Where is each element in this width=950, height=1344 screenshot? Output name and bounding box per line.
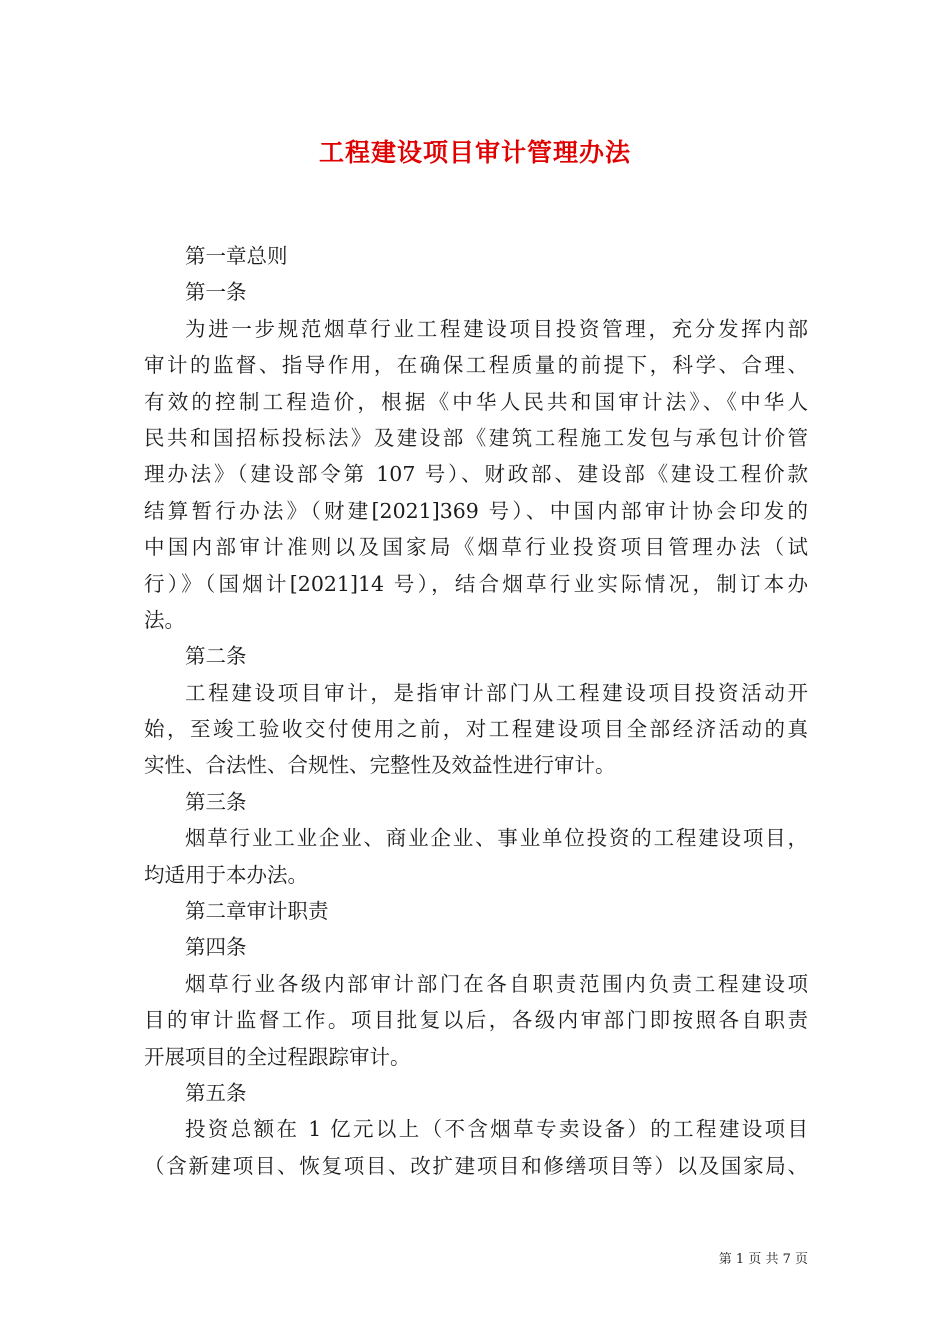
text-line: 有效的控制工程造价，根据《中华人民共和国审计法》、《中华人 [144,389,808,414]
document-title: 工程建设项目审计管理办法 [318,138,631,167]
text-line: 始，至竣工验收交付使用之前，对工程建设项目全部经济活动的真 [144,717,808,742]
text-line: 为进一步规范烟草行业工程建设项目投资管理，充分发挥内部 [185,316,808,341]
document-body [144,238,808,1184]
text-line: 工程建设项目审计，是指审计部门从工程建设项目投资活动开 [185,680,808,705]
text-line: 第二章审计职责 [185,899,329,924]
text-line: 法。 [144,607,185,632]
text-line: 投资总额在 1 亿元以上（不含烟草专卖设备）的工程建设项目 [185,1117,808,1142]
text-line: （含新建项目、恢复项目、改扩建项目和修缮项目等）以及国家局、 [144,1153,808,1178]
text-line: 烟草行业各级内部审计部门在各自职责范围内负责工程建设项 [185,971,808,996]
text-line: 理办法》（建设部令第 107 号）、财政部、建设部《建设工程价款 [144,462,808,487]
text-line: 审计的监督、指导作用，在确保工程质量的前提下，科学、合理、 [144,353,808,378]
text-line: 中国内部审计准则以及国家局《烟草行业投资项目管理办法（试 [144,535,808,560]
text-line: 行）》（国烟计[2021]14 号），结合烟草行业实际情况，制订本办 [144,571,808,596]
text-line: 第五条 [185,1080,247,1105]
text-line: 第四条 [185,935,247,960]
text-line: 开展项目的全过程跟踪审计。 [144,1044,411,1069]
text-line: 实性、合法性、合规性、完整性及效益性进行审计。 [144,753,616,778]
text-line: 第一条 [185,280,247,305]
text-line: 目的审计监督工作。项目批复以后，各级内审部门即按照各自职责 [144,1008,808,1033]
text-line: 均适用于本办法。 [144,862,308,887]
text-line: 民共和国招标投标法》及建设部《建筑工程施工发包与承包计价管 [144,425,808,450]
text-line: 烟草行业工业企业、商业企业、事业单位投资的工程建设项目， [185,826,808,851]
text-line: 第三条 [185,789,247,814]
text-line: 第一章总则 [185,244,288,268]
text-line: 第二条 [185,644,247,669]
text-line: 结算暂行办法》（财建[2021]369 号）、中国内部审计协会印发的 [144,498,808,523]
page-footer: 第 1 页 共 7 页 [718,1252,808,1267]
